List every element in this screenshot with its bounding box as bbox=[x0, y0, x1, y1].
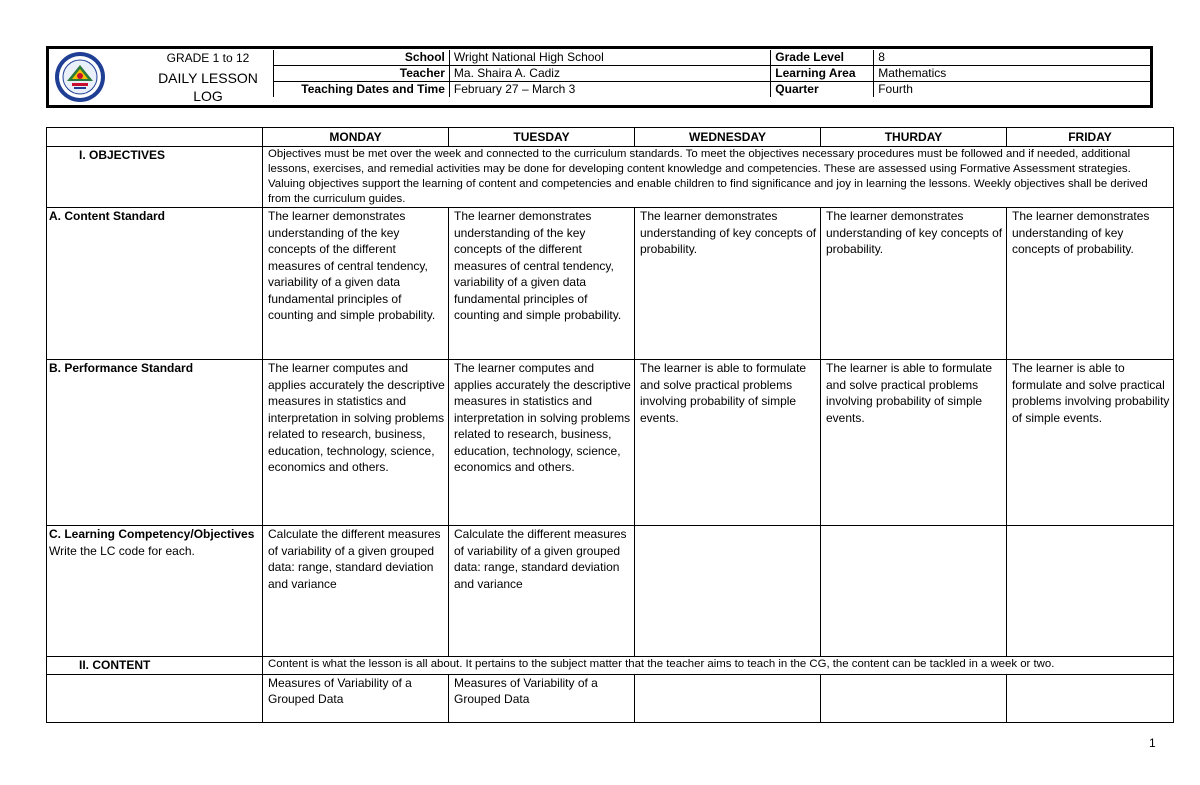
learning-area-value: Mathematics bbox=[874, 66, 1150, 82]
dates-value: February 27 – March 3 bbox=[449, 82, 770, 98]
performance-standard-friday: The learner is able to formulate and solve practical problems involving probability of simple events. bbox=[1007, 360, 1174, 526]
quarter-label: Quarter bbox=[771, 82, 874, 98]
school-label: School bbox=[274, 50, 450, 66]
content-label-cell bbox=[47, 674, 263, 722]
content-standard-tuesday: The learner demonstrates understanding of the key concepts of the different measures of central tendency, variability of a given data fundamental principles of counting and simple probability. bbox=[449, 208, 635, 360]
header-row-teacher bbox=[274, 66, 1151, 82]
day-tuesday: TUESDAY bbox=[449, 128, 635, 147]
competency-label: C. Learning Competency/Objectives bbox=[49, 527, 255, 541]
document-title bbox=[143, 69, 273, 105]
header-box bbox=[46, 46, 1153, 108]
content-standard-label: A. Content Standard bbox=[47, 208, 263, 360]
content-standard-friday: The learner demonstrates understanding of key concepts of probability. bbox=[1007, 208, 1174, 360]
competency-wednesday bbox=[635, 526, 821, 657]
performance-standard-wednesday: The learner is able to formulate and solve practical problems involving probability of simple events. bbox=[635, 360, 821, 526]
teacher-label: Teacher bbox=[274, 66, 450, 82]
header-row-school bbox=[274, 50, 1151, 66]
grade-level-label: Grade Level bbox=[771, 50, 874, 66]
days-header-row bbox=[47, 128, 1174, 147]
competency-thursday bbox=[821, 526, 1007, 657]
competency-tuesday: Calculate the different measures of variability of a given grouped data: range, standard deviation and variance bbox=[449, 526, 635, 657]
day-wednesday: WEDNESDAY bbox=[635, 128, 821, 147]
day-monday: MONDAY bbox=[263, 128, 449, 147]
title-line-2: LOG bbox=[193, 88, 223, 104]
content-wednesday bbox=[635, 674, 821, 722]
content-heading-row bbox=[47, 657, 1174, 675]
objectives-heading: I. OBJECTIVES bbox=[47, 147, 263, 208]
dates-label: Teaching Dates and Time bbox=[274, 82, 450, 98]
day-friday: FRIDAY bbox=[1007, 128, 1174, 147]
performance-standard-monday: The learner computes and applies accurately the descriptive measures in statistics and interpretation in solving problems related to research, business, education, technology, science, economics and others. bbox=[263, 360, 449, 526]
content-friday bbox=[1007, 674, 1174, 722]
grade-range: GRADE 1 to 12 bbox=[166, 51, 250, 65]
objectives-row bbox=[47, 147, 1174, 208]
content-row bbox=[47, 674, 1174, 722]
competency-row bbox=[47, 526, 1174, 657]
content-standard-wednesday: The learner demonstrates understanding of key concepts of probability. bbox=[635, 208, 821, 360]
page-number: 1 bbox=[1149, 736, 1156, 750]
performance-standard-thursday: The learner is able to formulate and solve practical problems involving probability of simple events. bbox=[821, 360, 1007, 526]
title-line-1: DAILY LESSON bbox=[158, 70, 258, 86]
content-thursday bbox=[821, 674, 1007, 722]
performance-standard-row bbox=[47, 360, 1174, 526]
content-heading: II. CONTENT bbox=[47, 657, 263, 675]
content-monday: Measures of Variability of a Grouped Data bbox=[263, 674, 449, 722]
grade-level-value: 8 bbox=[874, 50, 1150, 66]
competency-friday bbox=[1007, 526, 1174, 657]
day-thursday: THURDAY bbox=[821, 128, 1007, 147]
performance-standard-tuesday: The learner computes and applies accurately the descriptive measures in statistics and interpretation in solving problems related to research, business, education, technology, science, economics and others. bbox=[449, 360, 635, 526]
corner-cell bbox=[47, 128, 263, 147]
header-row-dates bbox=[274, 82, 1151, 98]
competency-label-cell bbox=[47, 526, 263, 657]
deped-seal-logo bbox=[54, 51, 106, 103]
header-info-table bbox=[273, 50, 1150, 97]
teacher-value: Ma. Shaira A. Cadiz bbox=[449, 66, 770, 82]
objectives-description: Objectives must be met over the week and connected to the curriculum standards. To meet the objectives necessary procedures must be followed and if needed, additional lessons, exercises, and remedial activities may be done for developing content knowledge and competencies. These are assessed using Formative Assessment strategies. Valuing objectives support the learning of content and competencies and enable children to find significance and joy in learning the lessons. Weekly objectives shall be derived from the curriculum guides. bbox=[263, 147, 1174, 208]
competency-monday: Calculate the different measures of variability of a given grouped data: range, standard deviation and variance bbox=[263, 526, 449, 657]
content-standard-monday: The learner demonstrates understanding of the key concepts of the different measures of central tendency, variability of a given data fundamental principles of counting and simple probability. bbox=[263, 208, 449, 360]
content-tuesday: Measures of Variability of a Grouped Data bbox=[449, 674, 635, 722]
quarter-value: Fourth bbox=[874, 82, 1150, 98]
school-value: Wright National High School bbox=[449, 50, 770, 66]
content-standard-thursday: The learner demonstrates understanding of key concepts of probability. bbox=[821, 208, 1007, 360]
lesson-log-table bbox=[46, 127, 1174, 723]
performance-standard-label: B. Performance Standard bbox=[47, 360, 263, 526]
content-description: Content is what the lesson is all about. It pertains to the subject matter that the teacher aims to teach in the CG, the content can be tackled in a week or two. bbox=[263, 657, 1174, 675]
content-standard-row bbox=[47, 208, 1174, 360]
learning-area-label: Learning Area bbox=[771, 66, 874, 82]
competency-sublabel: Write the LC code for each. bbox=[49, 543, 195, 558]
